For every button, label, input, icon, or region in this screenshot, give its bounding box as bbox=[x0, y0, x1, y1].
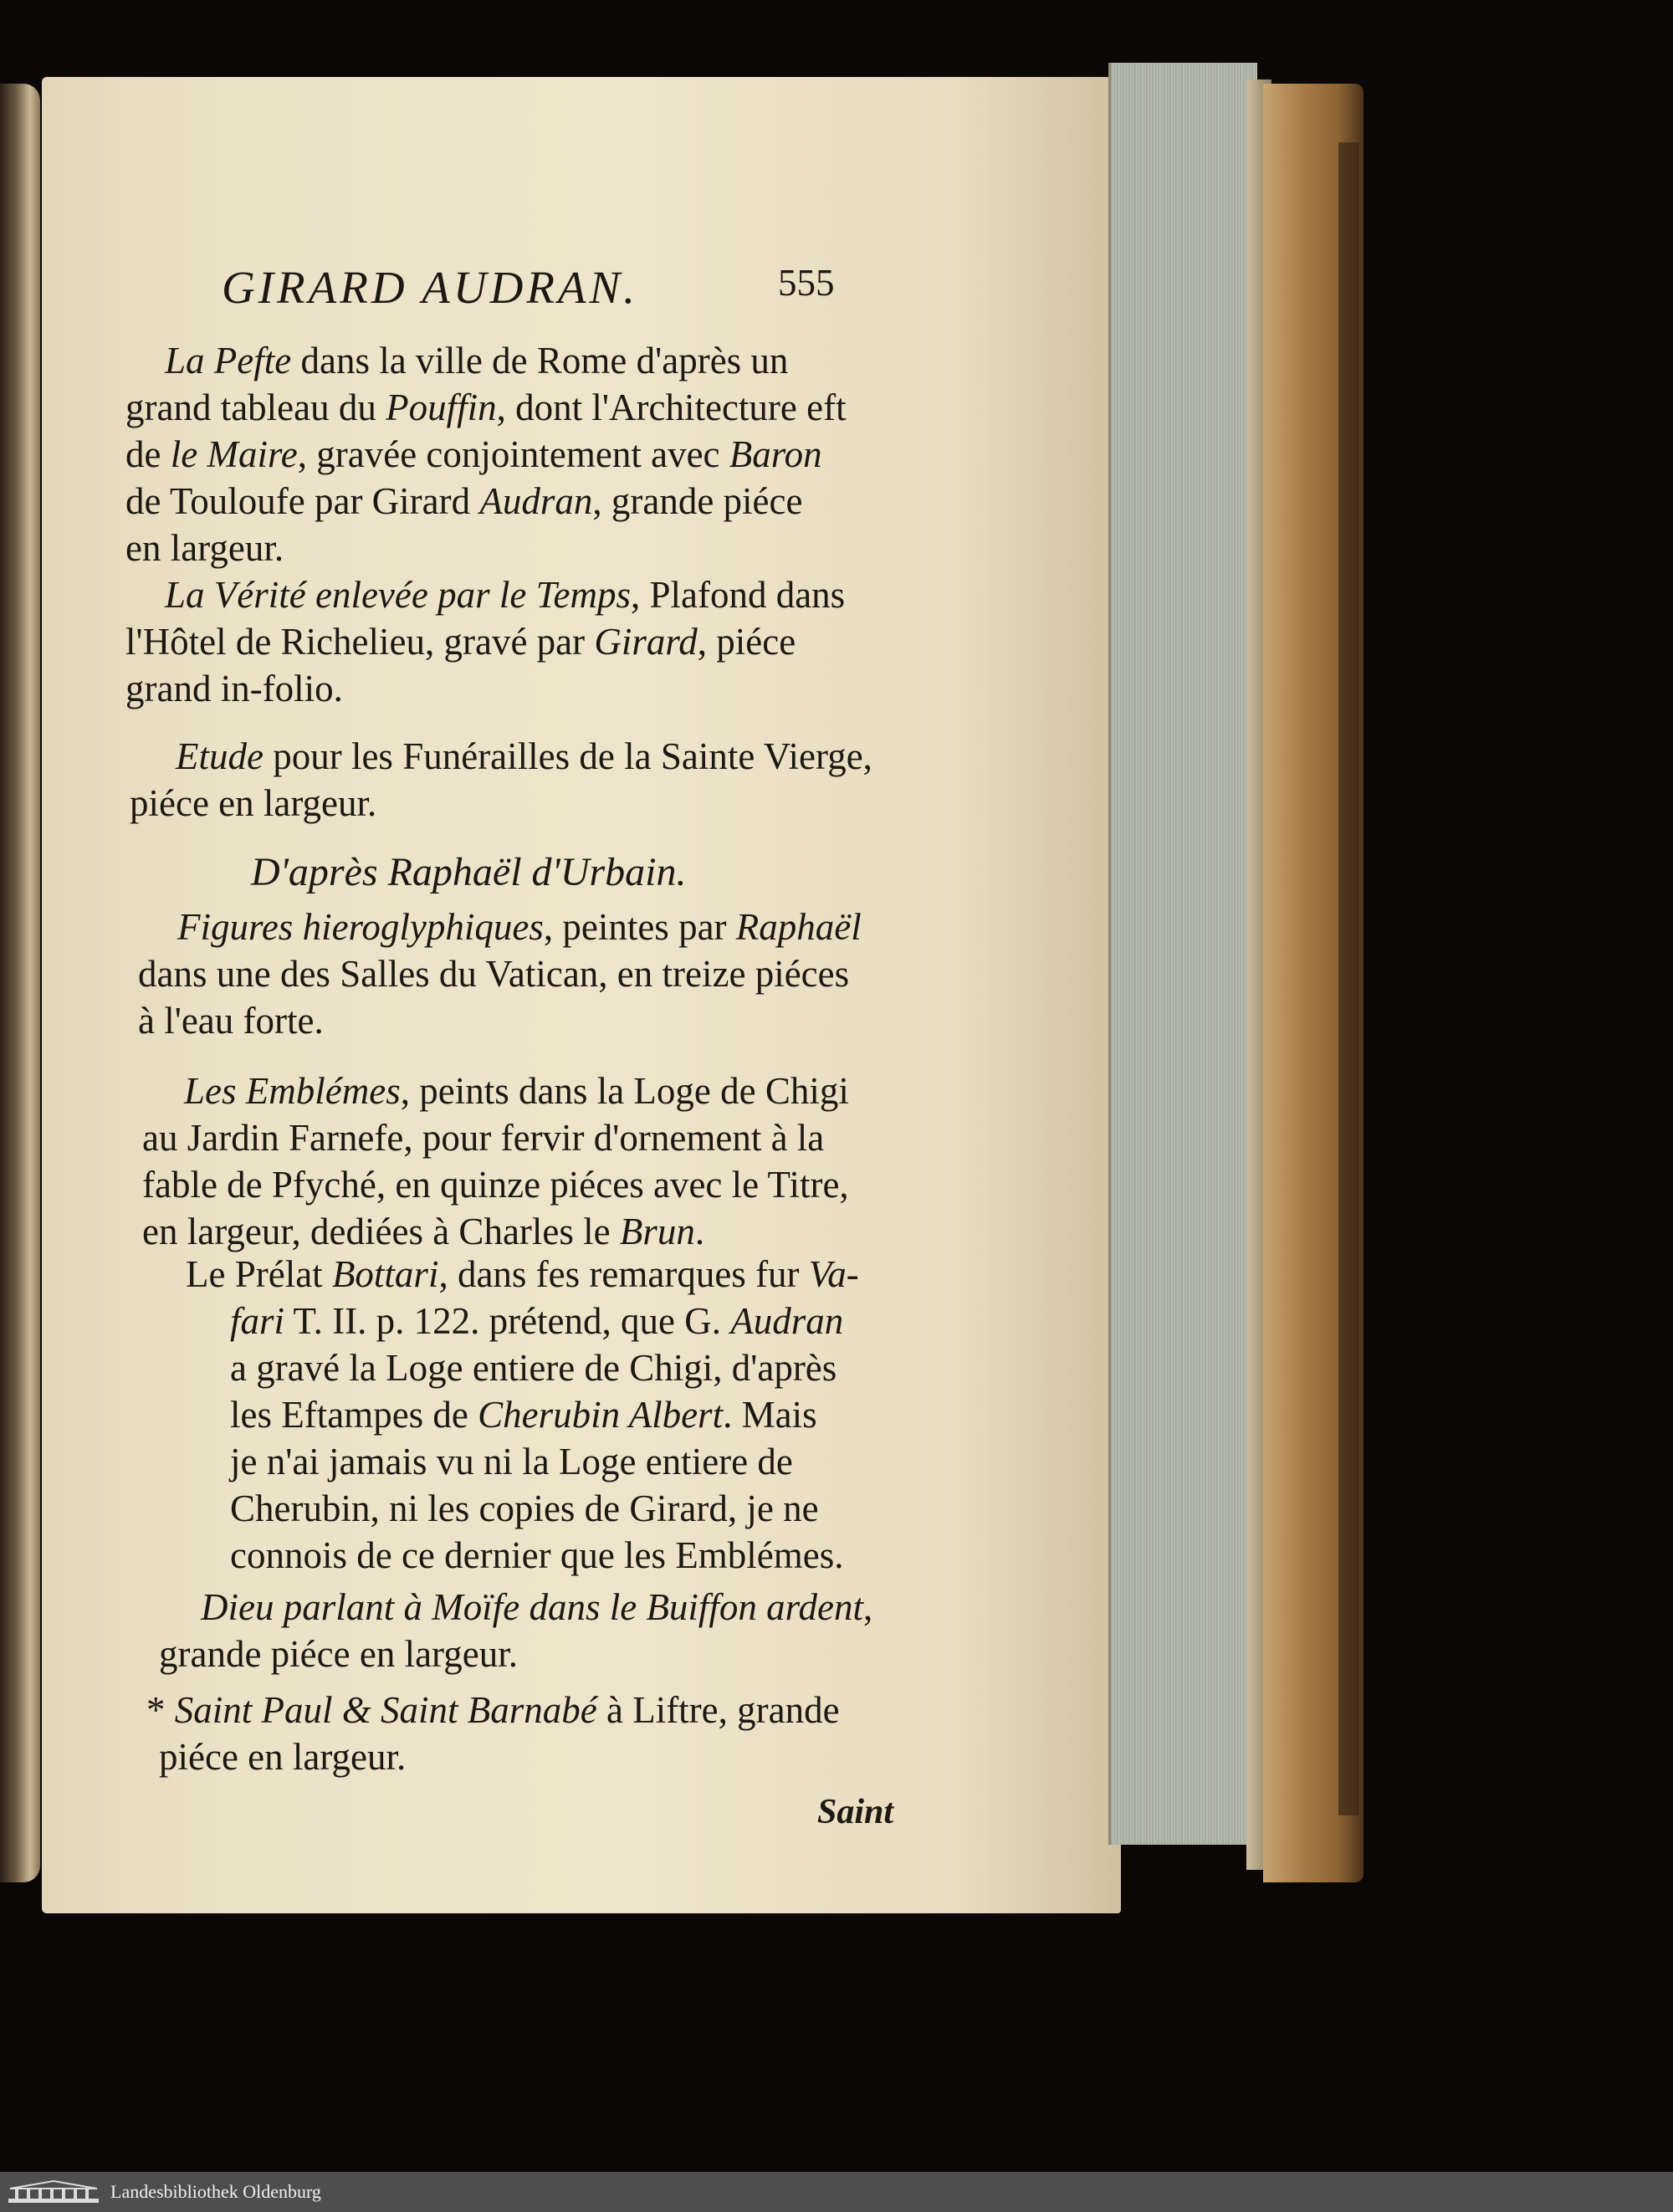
text-run: les Eftampes de bbox=[230, 1394, 478, 1436]
text-run: à Liftre, grande bbox=[596, 1689, 840, 1731]
page-number: 555 bbox=[778, 262, 835, 304]
text-run: , gravée conjointement avec bbox=[297, 433, 729, 475]
text-line bbox=[125, 479, 802, 523]
italic-run: Saint Paul & Saint Barnabé bbox=[174, 1689, 597, 1731]
italic-run: Baron bbox=[729, 433, 822, 475]
library-logo-icon bbox=[7, 2179, 100, 2205]
text-run: à l'eau forte. bbox=[138, 1000, 324, 1042]
subheading: D'après Raphaël d'Urbain. bbox=[251, 850, 687, 894]
text-run: fable de Pfyché, en quinze piéces avec le Titre, bbox=[142, 1164, 849, 1206]
text-line bbox=[230, 1440, 793, 1483]
left-page-edge bbox=[0, 84, 40, 1882]
text-run: dans la ville de Rome d'après un bbox=[291, 340, 789, 381]
text-line bbox=[159, 1735, 406, 1779]
text-line bbox=[142, 1210, 704, 1253]
text-line bbox=[138, 952, 849, 996]
text-line bbox=[125, 433, 822, 476]
text-run: , peints dans la Loge de Chigi bbox=[400, 1070, 849, 1112]
italic-run: le Maire bbox=[170, 433, 298, 475]
text-line bbox=[230, 1346, 836, 1390]
text-run: a gravé la Loge entiere de Chigi, d'après bbox=[230, 1347, 837, 1389]
text-run: je n'ai jamais vu ni la Loge entiere de bbox=[230, 1441, 793, 1482]
text-line bbox=[165, 573, 845, 617]
text-line bbox=[186, 1252, 859, 1296]
text-run: en largeur, dediées à Charles le bbox=[142, 1211, 620, 1252]
text-run: au Jardin Farnefe, pour fervir d'ornement à la bbox=[142, 1117, 825, 1159]
text-run: , peintes par bbox=[543, 906, 736, 948]
cover-shadow bbox=[1338, 142, 1359, 1815]
italic-run: Bottari bbox=[331, 1253, 439, 1295]
italic-run: La Pefte bbox=[165, 340, 292, 381]
italic-run: Dieu parlant à Moïfe dans le Buiffon ardent bbox=[201, 1586, 864, 1628]
text-line bbox=[230, 1487, 819, 1530]
italic-run: Etude bbox=[176, 735, 263, 777]
text-line bbox=[177, 905, 862, 949]
italic-run: Raphaël bbox=[735, 906, 862, 948]
text-run: grand tableau du bbox=[125, 387, 386, 428]
text-run: de bbox=[125, 433, 171, 475]
text-run: pour les Funérailles de la Sainte Vierge, bbox=[263, 735, 872, 777]
italic-run: fari bbox=[230, 1300, 285, 1342]
text-run: dans une des Salles du Vatican, en treize piéces bbox=[138, 953, 850, 995]
text-run: , dont l'Architecture eft bbox=[496, 387, 847, 428]
text-line bbox=[176, 735, 872, 778]
text-line bbox=[146, 1688, 840, 1732]
text-line bbox=[125, 526, 284, 570]
text-run: piéce en largeur. bbox=[159, 1736, 407, 1778]
italic-run: La Vérité enlevée par le Temps bbox=[165, 574, 631, 616]
text-run: . bbox=[694, 1211, 705, 1252]
text-line bbox=[230, 1393, 817, 1436]
page-edges bbox=[1108, 63, 1257, 1845]
text-run: . Mais bbox=[723, 1394, 817, 1436]
text-run: piéce en largeur. bbox=[130, 782, 377, 824]
text-line bbox=[125, 386, 847, 429]
catchword: Saint bbox=[817, 1793, 894, 1831]
text-run: Cherubin, ni les copies de Girard, je ne bbox=[230, 1487, 819, 1529]
text-line bbox=[159, 1632, 518, 1676]
text-line bbox=[230, 1299, 843, 1343]
text-run: grand in-folio. bbox=[125, 668, 343, 709]
text-run: connois de ce dernier que les Emblémes. bbox=[230, 1534, 844, 1576]
text-line bbox=[142, 1163, 849, 1206]
text-line bbox=[165, 339, 788, 382]
library-name: Landesbibliothek Oldenburg bbox=[110, 2181, 321, 2202]
text-run: T. II. p. 122. prétend, que G. bbox=[284, 1300, 731, 1342]
text-line bbox=[184, 1069, 849, 1113]
italic-run: Les Emblémes bbox=[184, 1070, 401, 1112]
text-run: , bbox=[863, 1586, 873, 1628]
italic-run: Va- bbox=[808, 1253, 859, 1295]
running-title: GIRARD AUDRAN. bbox=[222, 262, 638, 313]
italic-run: Audran bbox=[730, 1300, 844, 1342]
text-run: * bbox=[146, 1689, 175, 1731]
text-run: grande piéce en largeur. bbox=[159, 1633, 518, 1675]
text-line bbox=[138, 999, 324, 1042]
text-run: , Plafond dans bbox=[630, 574, 846, 616]
text-line bbox=[130, 781, 376, 825]
italic-run: Girard bbox=[594, 621, 698, 663]
text-line bbox=[125, 667, 343, 710]
text-run: Le Prélat bbox=[186, 1253, 332, 1295]
text-run: l'Hôtel de Richelieu, gravé par bbox=[125, 621, 595, 663]
text-run: , dans fes remarques fur bbox=[438, 1253, 809, 1295]
text-line bbox=[125, 620, 796, 663]
text-run: , grande piéce bbox=[592, 480, 803, 522]
text-line bbox=[230, 1534, 844, 1577]
italic-run: Pouffin bbox=[386, 387, 497, 428]
italic-run: Figures hieroglyphiques bbox=[177, 906, 544, 948]
italic-run: Cherubin Albert bbox=[478, 1394, 724, 1436]
footer-bar bbox=[0, 2172, 1673, 2212]
text-line bbox=[142, 1116, 824, 1160]
italic-run: Brun bbox=[619, 1211, 695, 1252]
text-run: en largeur. bbox=[125, 527, 284, 569]
text-line bbox=[201, 1585, 872, 1629]
text-run: de Touloufe par Girard bbox=[125, 480, 480, 522]
text-run: , piéce bbox=[697, 621, 796, 663]
italic-run: Audran bbox=[479, 480, 593, 522]
